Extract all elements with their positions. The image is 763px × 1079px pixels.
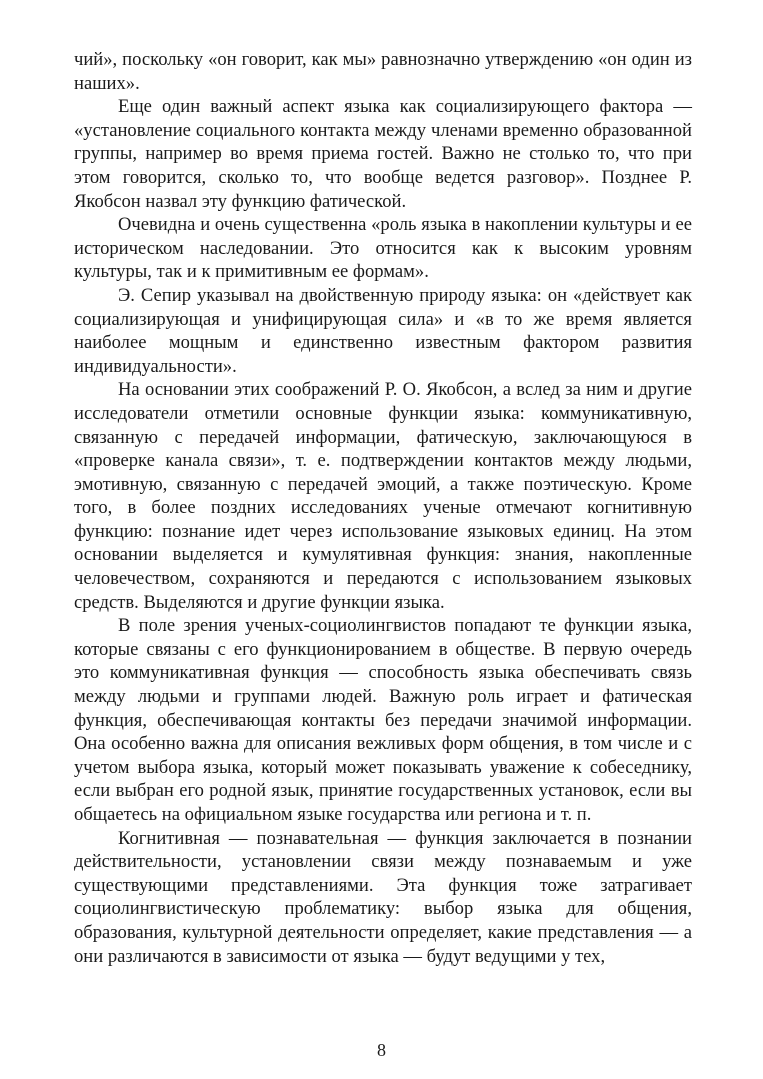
paragraph-sociolinguists: В поле зрения ученых-социолингвистов попадают те функции языка, которые связаны с его функционированием в обществе. В первую очередь это коммуникативная функция — способность языка обеспечивать связь между людьми и группами людей. Важную роль играет и фатическая функция, обеспечивающая контакты без передачи значимой информации. Она особенно важна для описания вежливых форм общения, в том числе и с учетом выбора языка, который может показывать уважение к собеседнику, если выбран его родной язык, принятие государственных установок, если вы общаетесь на официальном языке государства или региона и т. п. — [74, 615, 692, 825]
page-number: 8 — [377, 1040, 386, 1060]
paragraph-culture-accumulation: Очевидна и очень существенна «роль языка в накоплении культуры и ее историческом наследовании. Это относится как к высоким уровням культуры, так и к примитивным ее формам». — [74, 214, 692, 283]
page-body — [74, 48, 692, 968]
paragraph-socializing-factor: Еще один важный аспект языка как социализирующего фактора — «установление социального контакта между членами временно образованной группы, например во время приема гостей. Важно не столько то, что при этом говорится, сколько то, что вообще ведется разговор». Позднее Р. Якобсон назвал эту функцию фатической. — [74, 96, 692, 212]
paragraph-continuation: чий», поскольку «он говорит, как мы» равнозначно утверждению «он один из наших». — [74, 49, 692, 94]
paragraph-cognitive-function: Когнитивная — познавательная — функция заключается в познании действительности, установлении связи между познаваемым и уже существующими представлениями. Эта функция тоже затрагивает социолингвистическую проблематику: выбор языка для общения, образования, культурной деятельности определяет, какие представления — а они различаются в зависимости от языка — будут ведущими у тех, — [74, 827, 692, 967]
paragraph-sapir: Э. Сепир указывал на двойственную природу языка: он «действует как социализирующая и унифицирующая сила» и «в то же время является наиболее мощным и единственно известным фактором развития индивидуальности». — [74, 284, 692, 377]
paragraph-jakobson-functions: На основании этих соображений Р. О. Якобсон, а вслед за ним и другие исследователи отметили основные функции языка: коммуникативную, связанную с передачей информации, фатическую, заключающуюся в «проверке канала связи», т. е. подтверждении контактов между людьми, эмотивную, связанную с передачей эмоций, а также поэтическую. Кроме того, в более поздних исследованиях ученые отмечают когнитивную функцию: познание идет через использование языковых единиц. На этом основании выделяется и кумулятивная функция: знания, накопленные человечеством, сохраняются и передаются с использованием языковых средств. Выделяются и другие функции языка. — [74, 379, 692, 613]
